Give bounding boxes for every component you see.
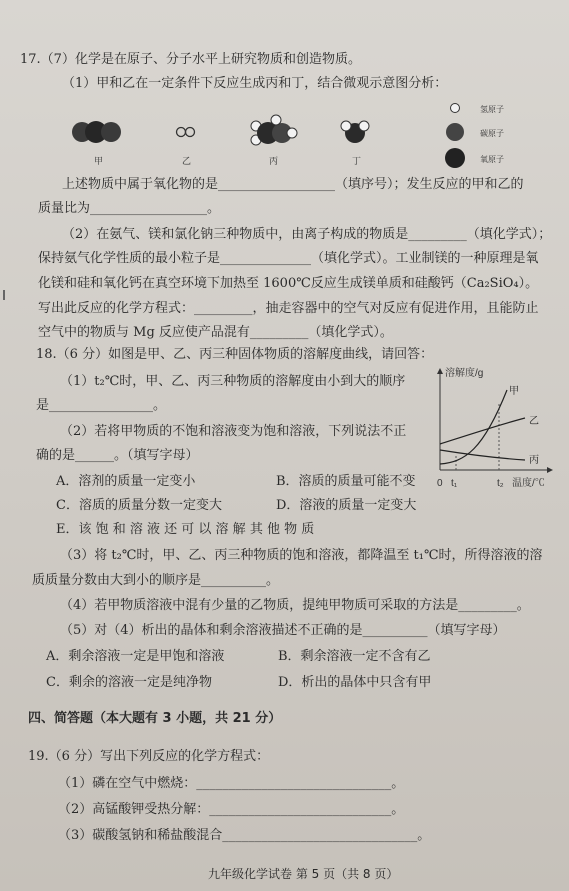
q18-s5-option-c: C．剩余的溶液一定是纯净物: [46, 675, 212, 690]
q17-part2-line5: 空气中的物质与 Mg 反应使产品混有_________（填化学式）。: [38, 325, 393, 340]
curve-yi: [440, 418, 525, 444]
q18-s2-line1: （2）若将甲物质的不饱和溶液变为饱和溶液，下列说法不正: [60, 424, 407, 439]
q17-part2-line4: 写出此反应的化学方程式：_________，抽走容器中的空气对反应有促进作用，且能防止: [38, 301, 539, 316]
q17-part1-question-line2: 质量比为__________________。: [38, 201, 221, 216]
page-footer: 九年级化学试卷 第 5 页（共 8 页）: [208, 867, 399, 881]
series-label-yi: 乙: [529, 416, 539, 427]
y-axis-arrow: [437, 368, 443, 374]
series-label-jia: 甲: [509, 386, 519, 397]
q19-title: 19.（6 分）写出下列反应的化学方程式：: [28, 749, 270, 764]
q17-part1-question-line1: 上述物质中属于氧化物的是__________________（填序号）；发生反应的甲和乙的: [62, 177, 524, 192]
molecule-jia-icon: [72, 121, 121, 143]
molecule-label-jia: 甲: [94, 156, 104, 166]
legend-oxygen-label: 氧原子: [480, 155, 504, 164]
q18-s3-line2: 质质量分数由大到小的顺序是__________。: [32, 573, 280, 588]
molecule-label-ding: 丁: [352, 156, 362, 166]
series-label-bing: 丙: [529, 455, 539, 466]
curve-bing: [440, 450, 525, 460]
q18-s2-line2: 确的是______。（填写字母）: [36, 448, 199, 463]
legend-carbon-label: 碳原子: [480, 129, 504, 138]
x-tick-t1: t₁: [451, 478, 458, 489]
q19-line1: （1）磷在空气中燃烧：______________________________。: [58, 776, 405, 791]
q18-s5-option-b: B．剩余溶液一定不含有乙: [278, 649, 431, 664]
q17-title: 17.（7）化学是在原子、分子水平上研究物质和创造物质。: [20, 52, 361, 67]
q18-option-c: C．溶质的质量分数一定变大: [56, 498, 222, 513]
legend-oxygen-icon: [445, 148, 465, 168]
q17-part2-line1: （2）在氨气、镁和氯化钠三种物质中，由离子构成的物质是_________（填化学式）；: [62, 227, 552, 242]
legend-hydrogen-icon: [451, 104, 460, 113]
curve-jia: [440, 390, 507, 464]
x-axis-label: 温度/℃: [512, 478, 545, 489]
q18-s5-option-d: D．析出的晶体中只含有甲: [278, 675, 432, 690]
x-axis-arrow: [547, 467, 553, 473]
q17-part2-line2: 保持氨气化学性质的最小粒子是______________（填化学式）。工业制镁的一种原理是氧: [38, 251, 539, 266]
q18-option-d: D．溶液的质量一定变大: [276, 498, 417, 513]
q18-s1-line2: 是________________。: [36, 398, 167, 413]
q17-part1-intro: （1）甲和乙在一定条件下反应生成丙和丁，结合微观示意图分析：: [62, 76, 448, 91]
q19-line2: （2）高锰酸钾受热分解：____________________________。: [58, 802, 405, 817]
legend-carbon-icon: [446, 123, 464, 141]
q18-option-e: E．该 饱 和 溶 液 还 可 以 溶 解 其 他 物 质: [56, 522, 315, 537]
q19-line3: （3）碳酸氢钠和稀盐酸混合______________________________。: [58, 828, 431, 843]
molecule-diagram: [60, 98, 550, 173]
x-tick-0: 0: [437, 478, 443, 489]
q18-s5: （5）对（4）析出的晶体和剩余溶液描述不正确的是__________（填写字母）: [60, 623, 506, 638]
solubility-chart: [425, 362, 560, 497]
molecule-ding-icon: [341, 121, 369, 143]
q18-option-b: B．溶质的质量可能不变: [276, 474, 416, 489]
q18-s1-line1: （1）t₂℃时，甲、乙、丙三种物质的溶解度由小到大的顺序: [60, 374, 406, 389]
molecule-yi-icon: [177, 128, 195, 137]
molecule-label-yi: 乙: [182, 156, 192, 166]
y-axis-label: 溶解度/g: [445, 368, 484, 379]
margin-mark: [3, 290, 5, 300]
q18-option-a: A．溶剂的质量一定变小: [56, 474, 196, 489]
molecule-label-bing: 丙: [269, 156, 279, 166]
legend-hydrogen-label: 氢原子: [480, 105, 504, 114]
q18-s5-option-a: A．剩余溶液一定是甲饱和溶液: [46, 649, 225, 664]
section-4-title: 四、简答题（本大题有 3 小题，共 21 分）: [28, 711, 282, 726]
q18-s3-line1: （3）将 t₂℃时，甲、乙、丙三种物质的饱和溶液，都降温至 t₁℃时，所得溶液的溶: [60, 548, 543, 563]
q18-title: 18.（6 分）如图是甲、乙、丙三种固体物质的溶解度曲线，请回答：: [36, 347, 434, 362]
x-tick-t2: t₂: [497, 478, 504, 489]
q17-part2-line3: 化镁和硅和氧化钙在真空环境下加热至 1600℃反应生成镁单质和硅酸钙（Ca₂SiO₄）。: [38, 276, 539, 291]
q18-s4: （4）若甲物质溶液中混有少量的乙物质，提纯甲物质可采取的方法是_________。: [60, 598, 530, 613]
molecule-bing-icon: [251, 115, 297, 145]
